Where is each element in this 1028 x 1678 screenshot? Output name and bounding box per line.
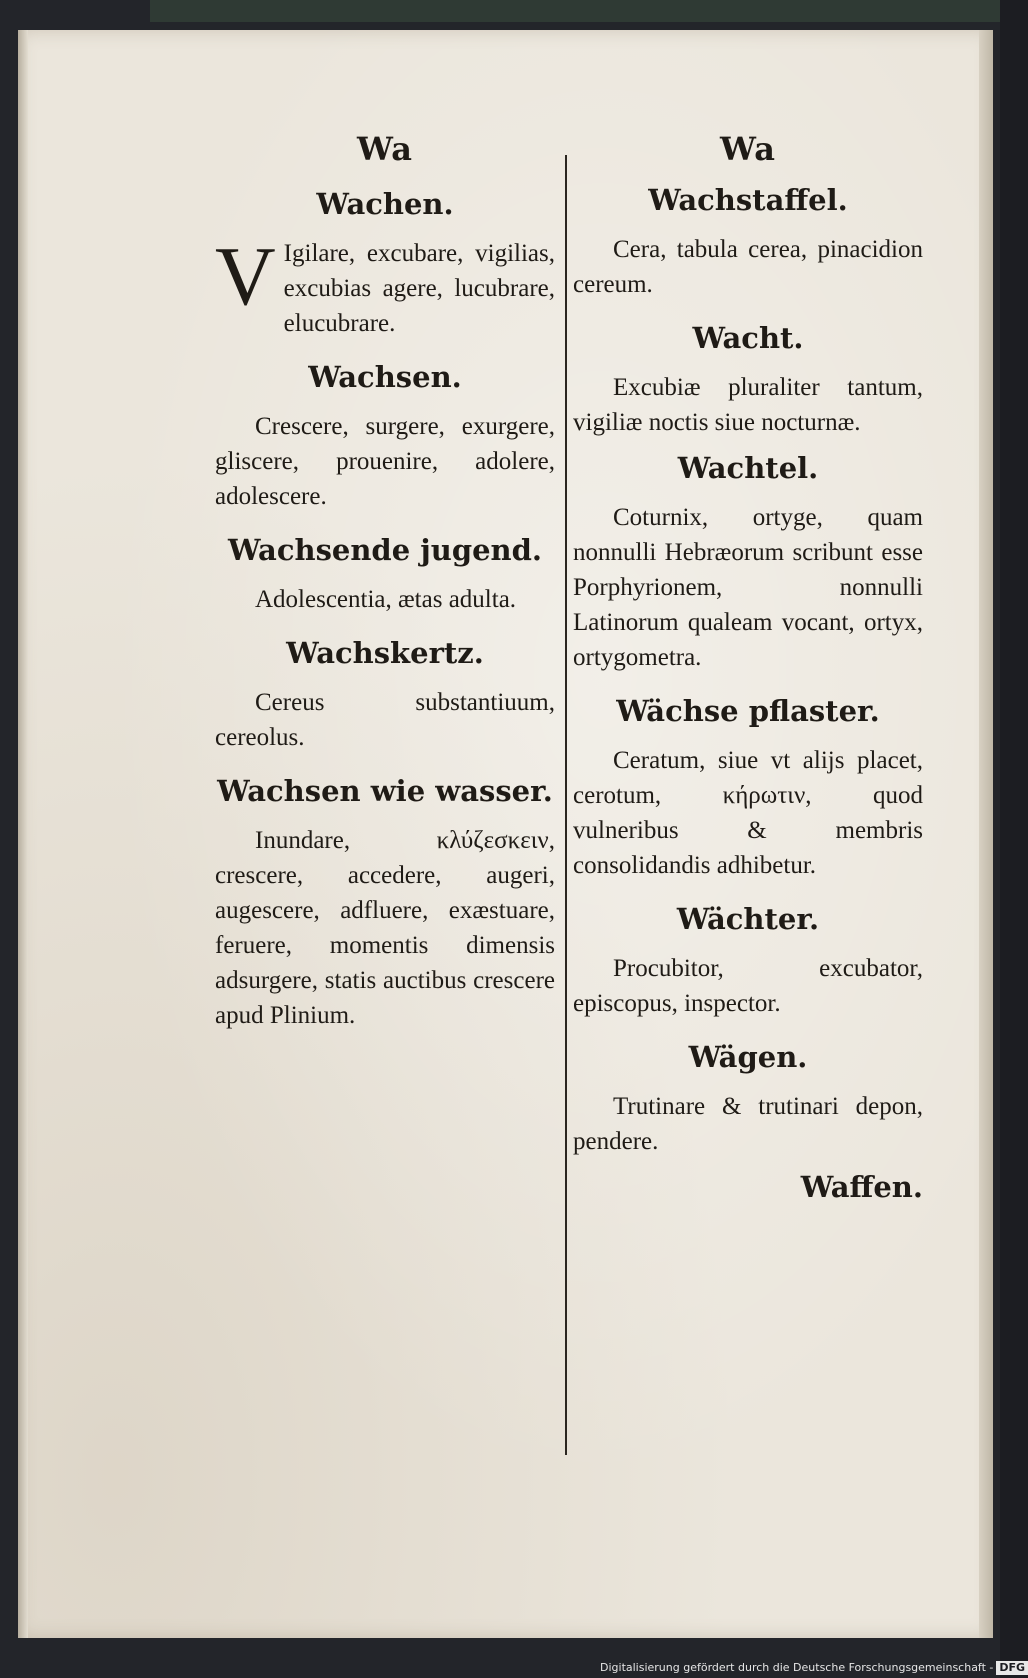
headword: Wachskertz. — [286, 636, 484, 670]
dfg-logo: DFG — [996, 1661, 1028, 1675]
left-running-header: Wa — [357, 130, 413, 168]
definition: Excubiæ pluraliter tantum, vigiliæ noctis siue nocturnæ. — [573, 374, 923, 436]
digitization-credit: Digitalisierung gefördert durch die Deutsche Forschungsgemeinschaft - DFG — [600, 1658, 1000, 1678]
column-divider — [565, 155, 567, 1455]
right-running-header: Wa — [720, 130, 776, 168]
headword: Wachen. — [316, 187, 454, 221]
definition: Inundare, κλύζεσκειν, crescere, accedere, augeri, augescere, adfluere, exæstuare, feruere, momentis dimensis adsurgere, statis auctibus crescere apud Plinium. — [215, 827, 555, 1029]
headword: Wachsen wie wasser. — [217, 774, 553, 808]
page-edge — [979, 30, 993, 1638]
definition: V Igilare, excubare, vigilias, excubias agere, lucubrare, elucubrare. — [215, 230, 555, 337]
left-column — [215, 130, 555, 1043]
definition: Procubitor, excubator, episcopus, inspector. — [573, 955, 923, 1017]
drop-cap: V — [215, 230, 276, 323]
definition: Crescere, surgere, exurgere, gliscere, prouenire, adolere, adolescere. — [215, 413, 555, 510]
headword: Wächter. — [676, 902, 820, 936]
definition: Cera, tabula cerea, pinacidion cereum. — [573, 236, 923, 298]
page-spine-shadow — [18, 30, 28, 1638]
definition: Cereus substantiuum, cereolus. — [215, 689, 555, 751]
headword: Wachtel. — [677, 451, 819, 485]
definition: Ceratum, siue vt alijs placet, cerotum, κήρωτιν, quod vulneribus & membris consolidandis adhibetur. — [573, 747, 923, 879]
headword: Wachstaffel. — [648, 183, 848, 217]
headword: Wacht. — [692, 321, 804, 355]
headword: Wächse pflaster. — [616, 694, 880, 728]
definition: Trutinare & trutinari depon, pendere. — [573, 1093, 923, 1155]
headword: Wachsen. — [308, 360, 462, 394]
headword: Wägen. — [688, 1040, 808, 1074]
right-column — [573, 130, 923, 1219]
headword: Wachsende jugend. — [227, 533, 543, 567]
definition: Coturnix, ortyge, quam nonnulli Hebræorum scribunt esse Porphyrionem, nonnulli Latinorum qualeam vocant, ortyx, ortygometra. — [573, 504, 923, 671]
scan-top-edge — [150, 0, 1000, 22]
catchword: Waffen. — [800, 1170, 923, 1204]
definition: Adolescentia, ætas adulta. — [255, 586, 517, 613]
